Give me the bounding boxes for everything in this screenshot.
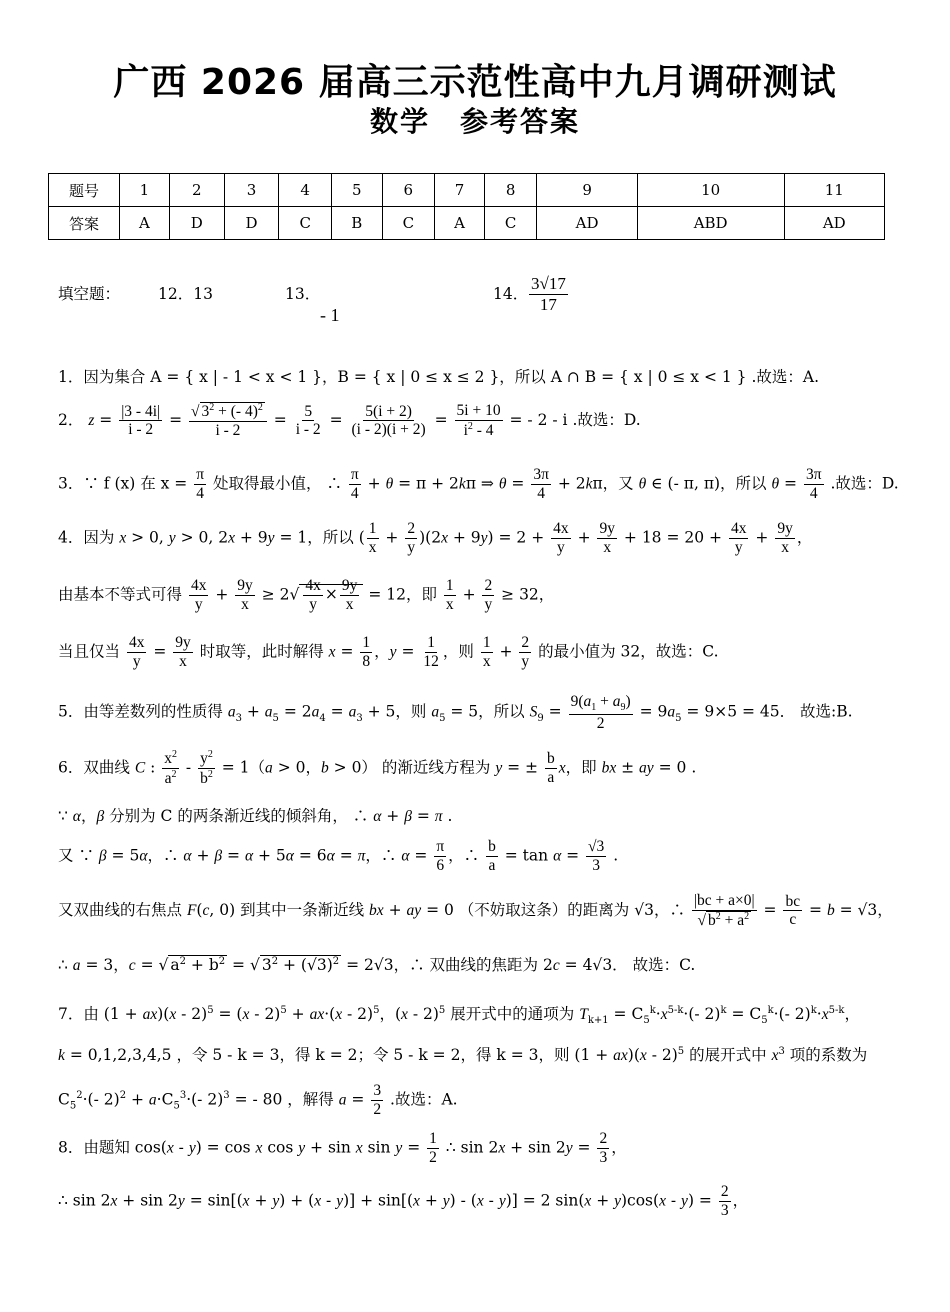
solution-7-line-1: 7．由 (1 + ax)(x - 2)$^5$ = (x - 2)$^5$ + ax·(x - 2)$^5$，(x - 2)$^5$ 展开式中的通项为 $T_{k+1} = C_5^k\cdot x^{5-k}\cdot(-$ $2)^k = C_5^k\cdot(-$ $2)^k\cdot x^{5-k}$， — [58, 1004, 860, 1027]
solution-7-b3: 项的系数为 — [789, 1046, 868, 1064]
fill-in-q13-number: 13． — [285, 285, 321, 303]
page-subtitle: 数学 参考答案 — [369, 105, 580, 138]
table-cell: D — [169, 207, 224, 240]
table-cell: 6 — [382, 174, 435, 207]
solution-6-line-4: 又双曲线的右焦点 F(c, 0) 到其中一条渐近线 bx + ay = 0 （不妨取这条）的距离为 √3，∴ $\frac{|bc + a\times 0|}{√ b^2 + a^2}$ = $\frac{bc}{c}$ = b = √3， — [58, 892, 893, 929]
solution-7-a: 展开式中的通项为 — [450, 1005, 575, 1023]
solution-6-prefix: 6．双曲线 — [58, 758, 130, 777]
solution-6-d2: 到其中一条渐近线 — [240, 900, 365, 919]
solution-2-tail: .故选：D. — [572, 410, 641, 429]
table-cell: C — [484, 207, 537, 240]
solution-3: 3．∵ f (x) 在 x = $\frac{\pi}{4}$ 处取得最小值， ∴ $\frac{\pi}{4}$ + θ = π + 2kπ ⇒ θ = $\frac{3\pi}{4}$ + 2kπ，又 θ ∈ (- π, π)，所以 θ = $\frac{3\pi}{4}$ .故选：D. — [58, 466, 899, 502]
table-cell: AD — [537, 207, 637, 240]
fill-in-q13-value: - 1 — [320, 305, 340, 325]
solution-7-c-tail: .故选：A. — [390, 1090, 458, 1109]
fill-in-q14-number: 14． — [493, 285, 529, 303]
table-cell: AD — [784, 207, 884, 240]
solution-3-prefix: 3．∵ f (x) 在 x = — [58, 474, 188, 493]
solution-8-line-2: ∴ sin 2x + sin 2y = sin[(x + y) + (x - y)] + sin[(x + y) - (x - y)] = 2 sin(x + y)cos(x - y) = $\frac{2}{3}$ ， — [58, 1183, 749, 1219]
table-cell: D — [224, 207, 279, 240]
page-title: 广西 2026 届高三示范性高中九月调研测试 — [113, 62, 837, 103]
solution-7-line-2: k = 0,1,2,3,4,5 ，令 5 - k = 3，得 k = 2；令 5 - k = 2，得 k = 3，则 (1 + ax)(x - 2)$^5$ 的展开式中 $x^3$ 项的系数为 — [58, 1045, 868, 1064]
solution-4-line-2: 由基本不等式可得 $\frac{4x}{y}$ + $\frac{9y}{x}$ ≥ 2√ $\frac{4x}{y}$ × $\frac{9y}{x}$ = 12，即 $\frac{1}{x}$ + $\frac{2}{y}$ ≥ 32， — [58, 577, 555, 613]
solution-3-mid: 处取得最小值， — [213, 474, 322, 493]
table-cell: ABD — [637, 207, 784, 240]
solution-6-line-5: ∴ a = 3，c = √ $a^2 + b^2$ = √ $3^2 + (√3)^2 = 2√3$，∴ 双曲线的焦距为 2c = 4√3． 故选：C. — [58, 955, 696, 974]
table-cell: 10 — [637, 174, 784, 207]
solution-6-line-2: ∵ α，β 分别为 C 的两条渐近线的倾斜角， ∴ α + β = π . — [58, 807, 453, 825]
answer-table — [48, 173, 885, 240]
solution-7-b1: ，令 5 - k = 3，得 k = 2；令 5 - k = 2，得 k = 3，则 — [176, 1046, 570, 1064]
solution-6-line-1: 6．双曲线 C : $\frac{x^2}{a^2}$ - $\frac{y^2}{b^2}$ = 1（a > 0，b > 0） 的渐近线方程为 y = ± $\frac{b}{a}$ x，即 bx ± ay = 0 . — [58, 749, 697, 788]
table-row-numbers — [49, 174, 885, 207]
table-cell: 11 — [784, 174, 884, 207]
table-cell: A — [435, 207, 485, 240]
row-label-number: 题号 — [49, 174, 120, 207]
q14-numerator: 3√17 — [531, 274, 566, 293]
table-cell: 3 — [224, 174, 279, 207]
table-cell: 4 — [279, 174, 332, 207]
solution-8-line-1: 8．由题知 cos(x - y) = cos x cos y + sin x sin y = $\frac{1}{2}$ ∴ sin 2x + sin 2y = $\frac{2}{3}$ ， — [58, 1130, 627, 1166]
solution-6-b: 分别为 C 的两条渐近线的倾斜角， — [109, 807, 348, 825]
q14-denominator: 17 — [539, 294, 557, 314]
solution-2-prefix: 2． — [58, 410, 84, 429]
solution-2: 2． z = $\frac{|3 - 4i|}{i - 2}$ = $\frac{√ 3^2 + (- 4)^2}{i - 2}$ = $\frac{5}{i - 2}$ = $\frac{5(i + 2)}{(i - 2)(i + 2)}$ = $\frac{5i + 10}{i^2 - 4}$ = - 2 - i .故选：D. — [58, 402, 641, 439]
solution-6-end: 故选：C. — [632, 956, 696, 974]
solution-6-e: 双曲线的焦距为 — [429, 956, 539, 974]
table-cell: A — [120, 207, 170, 240]
solution-4-line-1: 4．因为 x > 0, y > 0, 2x + 9y = 1，所以 ( $\frac{1}{x}$ + $\frac{2}{y}$ )(2x + 9y) = 2 + $\frac{4x}{y}$ + $\frac{9y}{x}$ + 18 = 20 + $\frac{4x}{y}$ + $\frac{9y}{x}$ ， — [58, 520, 813, 556]
table-cell: 1 — [120, 174, 170, 207]
solution-3-tail: .故选：D. — [830, 474, 899, 493]
solution-7-prefix: 7．由 — [58, 1005, 99, 1023]
solution-6-c: 又 — [58, 846, 74, 865]
solution-7-c: ，解得 — [287, 1090, 334, 1109]
solution-5-tail: 故选:B. — [800, 702, 853, 721]
solution-4-line-3: 当且仅当 $\frac{4x}{y}$ = $\frac{9y}{x}$ 时取等，此时解得 x = $\frac{1}{8}$ ，y = $\frac{1}{12}$ ，则 $\frac{1}{x}$ + $\frac{2}{y}$ 的最小值为 32，故选：C. — [58, 634, 719, 670]
table-cell: B — [331, 207, 382, 240]
solution-4-c: 当且仅当 — [58, 642, 121, 661]
table-cell: 5 — [331, 174, 382, 207]
solution-1: 1．因为集合 A = { x | - 1 < x < 1 }，B = { x | 0 ≤ x ≤ 2 }，所以 A ∩ B = { x | 0 ≤ x < 1 } .故选：A. — [58, 368, 820, 386]
fill-in-label: 填空题： — [58, 285, 121, 303]
solution-5-prefix: 5．由等差数列的性质得 — [58, 702, 223, 721]
solution-5: 5．由等差数列的性质得 $a_3 + a_5 = 2a_4 = a_3 + 5$，则 $a_5 = 5$，所以 $S_9$ = $\frac{9(a_1 + a_9)}{2}$ = $9a_5 = 9\times 5 = 45$． 故选:B. — [58, 693, 853, 732]
table-row-answers — [49, 207, 885, 240]
solution-6-line-3: 又 ∵ β = 5α，∴ α + β = α + 5α = 6α = π，∴ α = $\frac{\pi}{6}$ ，∴ $\frac{b}{a}$ = tan α = $\frac{√3}{3}$ . — [58, 838, 619, 874]
solution-8-prefix: 8．由题知 — [58, 1138, 130, 1157]
table-cell: 2 — [169, 174, 224, 207]
solution-6-d: 又双曲线的右焦点 — [58, 900, 183, 919]
table-cell: C — [382, 207, 435, 240]
table-cell: C — [279, 207, 332, 240]
solution-6-asym: 的渐近线方程为 — [381, 758, 491, 777]
fill-in-q14-value — [527, 274, 570, 314]
table-cell: 7 — [435, 174, 485, 207]
solution-7-b2: 的展开式中 — [689, 1046, 767, 1064]
row-label-answer: 答案 — [49, 207, 120, 240]
solution-4-prefix: 4．因为 — [58, 528, 115, 547]
solution-7-line-3: $C_5^2\cdot(-$ $2)^2 + a\cdot C_5^3\cdot(-$ 2)$^3$ = - 80 ，解得 a = $\frac{3}{2}$ .故选：A. — [58, 1082, 458, 1118]
fill-in-q12: 12．13 — [158, 285, 213, 303]
table-cell: 8 — [484, 174, 537, 207]
table-cell: 9 — [537, 174, 637, 207]
solution-4-c-tail: 的最小值为 32，故选：C. — [538, 642, 719, 661]
solution-4-b: 由基本不等式可得 — [58, 585, 183, 604]
solution-6-d3: （不妨取这条）的距离为 — [458, 900, 630, 919]
